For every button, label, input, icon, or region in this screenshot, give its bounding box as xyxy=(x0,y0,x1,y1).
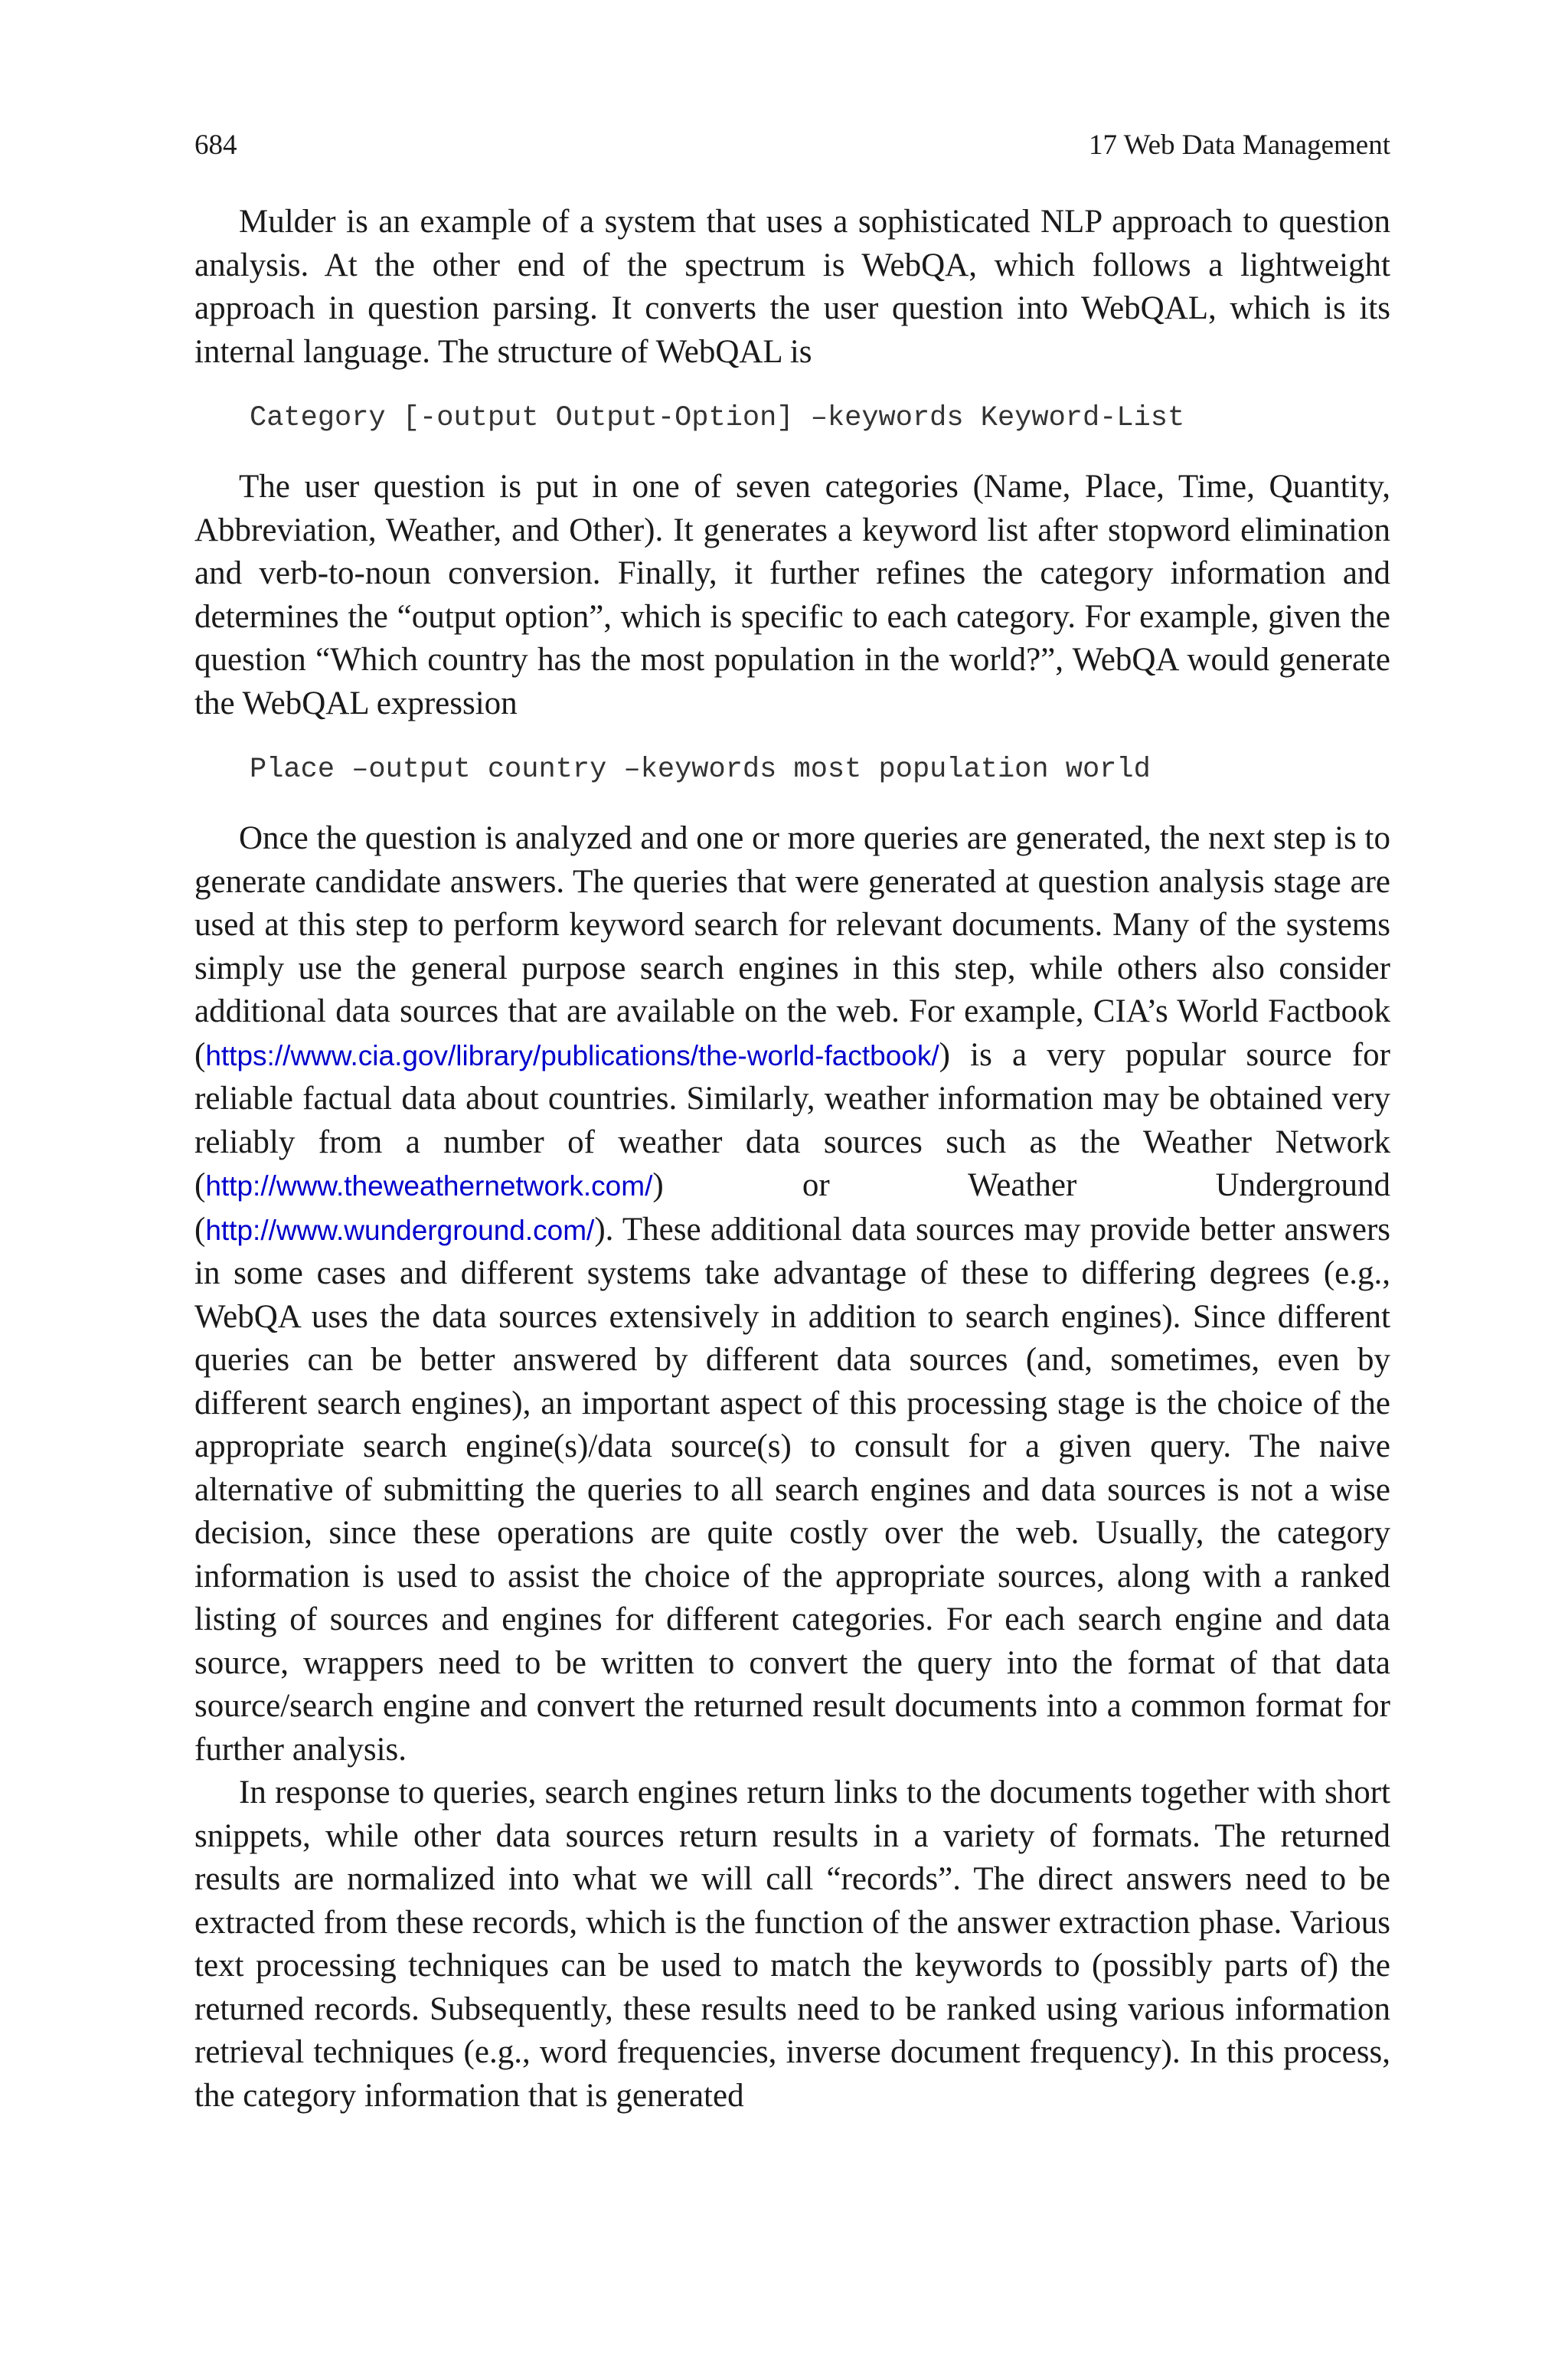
paragraph-answer-extraction: In response to queries, search engines return links to the documents together with short snippets, while other data sources return results in a variety of formats. The returned results are normalized into what we will call “records”. The direct answers need to be extracted from these records, which is the function of the answer extraction phase. Various text processing techniques can be used to match the keywords to (possibly parts of) the returned records. Subsequently, these results need to be ranked using various information retrieval techniques (e.g., word frequencies, inverse document frequency). In this process, the category information that is generated xyxy=(194,1775,1390,2114)
text-run: ) or Weather Underground ( xyxy=(194,1167,1390,1248)
link-wunderground[interactable]: http://www.wunderground.com/ xyxy=(205,1214,595,1246)
link-cia-factbook[interactable]: https://www.cia.gov/library/publications/the-world-factbook/ xyxy=(205,1039,939,1071)
link-weather-network[interactable]: http://www.theweathernetwork.com/ xyxy=(205,1170,653,1202)
chapter-title: 17 Web Data Management xyxy=(1089,129,1390,161)
code-webqal-structure: Category [-output Output-Option] –keywords Keyword-List xyxy=(250,402,1185,434)
code-webqal-example: Place –output country –keywords most population world xyxy=(250,754,1151,786)
text-run: ). These additional data sources may provide better answers in some cases and different systems take advantage of these to differing degrees (e.g., WebQA uses the data sources extensively in addition to search engines). Since different queries can be better answered by different data sources (and, sometimes, even by different search engines), an important aspect of this processing stage is the choice of the appropriate search engine(s)/data source(s) to consult for a given query. The naive alternative of submitting the queries to all search engines and data sources is not a wise decision, since these operations are quite costly over the web. Usually, the category information is used to assist the choice of the appropriate sources, along with a ranked listing of sources and engines for different categories. For each search engine and data source, wrappers need to be written to convert the query into the format of that data source/search engine and convert the returned result documents into a common format for further analysis. xyxy=(194,1211,1390,1768)
paragraph-candidate-answers xyxy=(194,817,1390,1771)
paragraph-mulder-webqa: Mulder is an example of a system that uses a sophisticated NLP approach to question analysis. At the other end of the spectrum is WebQA, which follows a lightweight approach in question parsing. It converts the user question into WebQAL, which is its internal language. The structure of WebQAL is xyxy=(194,204,1390,370)
paragraph-categories: The user question is put in one of seven categories (Name, Place, Time, Quantity, Abbreviation, Weather, and Other). It generates a keyword list after stopword elimination and verb-to-noun conversion. Finally, it further refines the category information and determines the “output option”, which is specific to each category. For example, given the question “Which country has the most population in the world?”, WebQA would generate the WebQAL expression xyxy=(194,469,1390,721)
page-number: 684 xyxy=(194,129,237,161)
running-head xyxy=(194,127,1390,164)
text-run: ) is a very popular source for reliable factual data about countries. Similarly, weather information may be obtained very reliably from a number of weather data sources such as the Weather Network ( xyxy=(194,1036,1390,1203)
text-run: Once the question is analyzed and one or more queries are generated, the next step is to generate candidate answers. The queries that were generated at question analysis stage are used at this step to perform keyword search for relevant documents. Many of the systems simply use the general purpose search engines in this step, while others also consider additional data sources that are available on the web. For example, CIA’s World Factbook ( xyxy=(194,820,1390,1073)
body-text xyxy=(194,201,1390,2118)
